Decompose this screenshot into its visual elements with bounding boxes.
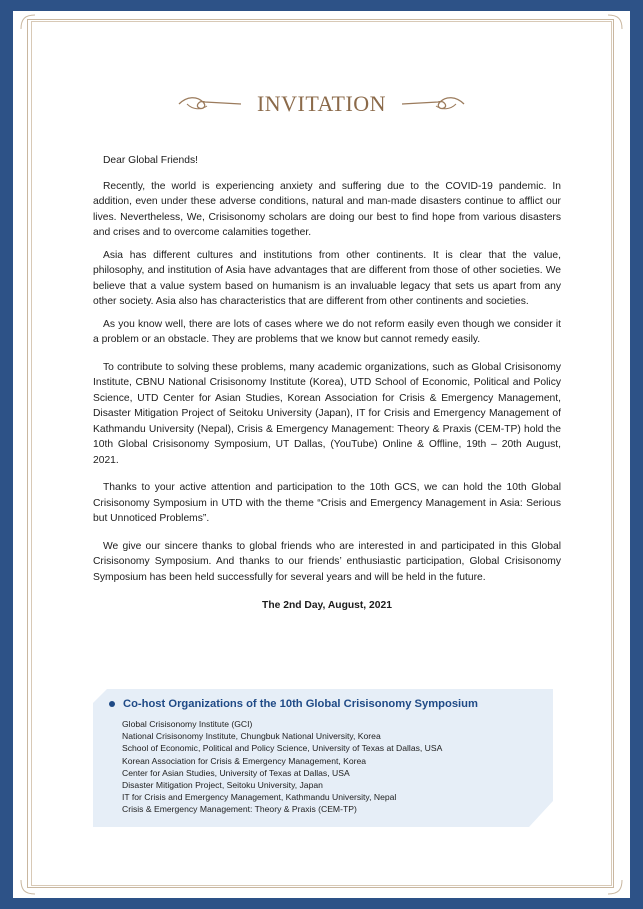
right-flourish-icon [400,94,466,114]
letter-greeting: Dear Global Friends! [103,155,198,166]
frame-corner-ornament [606,878,624,896]
list-item: IT for Crisis and Emergency Management, Kathmandu University, Nepal [122,792,397,803]
list-item: National Crisisonomy Institute, Chungbuk National University, Korea [122,731,381,742]
letter-paragraph: Recently, the world is experiencing anxiety and suffering due to the COVID-19 pandemic. In addition, even under these adverse conditions, natural and man-made disasters continue to afflict our lives. Nevertheless, We, Crisisonomy scholars are doing our best to find hope from various disasters and crises and to overcome calamities together. [93,180,561,238]
cohost-list [122,718,442,816]
left-flourish-icon [177,94,243,114]
letter-date: The 2nd Day, August, 2021 [262,600,392,611]
list-item: School of Economic, Political and Policy Science, University of Texas at Dallas, USA [122,743,443,754]
page-title: INVITATION [256,91,387,116]
letter-body [93,153,561,614]
letter-paragraph: As you know well, there are lots of cases where we do not reform easily even though we consider it a problem or an obstacle. They are problems that we know but cannot remedy easily. [93,318,561,345]
cohost-title [109,698,478,710]
list-item: Korean Association for Crisis & Emergency Management, Korea [122,755,367,766]
list-item: Disaster Mitigation Project, Seitoku University, Japan [122,780,323,791]
invitation-page [13,11,630,898]
frame-corner-ornament [606,13,624,31]
invitation-heading [13,89,630,119]
frame-corner-ornament [19,878,37,896]
list-item: Global Crisisonomy Institute (GCI) [122,719,253,729]
letter-paragraph: To contribute to solving these problems, many academic organizations, such as Global Crisisonomy Institute, CBNU National Crisisonomy Institute (Korea), UTD School of Economic, Political and Policy Science, UTD Center for Asian Studies, Korean Association for Crisis & Emergency Management, Disaster Mitigation Project of Seitoku University (Japan), IT for Crisis and Emergency Management of Kathmandu University (Nepal), Crisis & Emergency Management: Theory & Praxis (CEM-TP) hold the 10th Global Crisisonomy Symposium, UT Dallas, (YouTube) Online & Offline, 19th – 20th August, 2021. [93,361,561,466]
letter-paragraph: Thanks to your active attention and participation to the 10th GCS, we can hold the 10th Global Crisisonomy Symposium in UTD with the theme “Crisis and Emergency Management in Asia: Serious but Unnoticed Problems”. [93,482,561,524]
cohost-title-text: Co-host Organizations of the 10th Global Crisisonomy Symposium [123,698,478,710]
list-item: Crisis & Emergency Management: Theory & Praxis (CEM-TP) [122,804,357,815]
list-item: Center for Asian Studies, University of Texas at Dallas, USA [122,767,350,778]
cohost-organizations-box [93,689,553,827]
bullet-icon [109,701,115,707]
letter-paragraph: Asia has different cultures and institutions from other continents. It is clear that the value, philosophy, and institution of Asia have advantages that are different from those of other societies. We believe that a value system based on humanism is an invaluable legacy that sets us apart from any other society. Asia also has characteristics that are different from other continents and societies. [93,249,561,307]
letter-paragraph: We give our sincere thanks to global friends who are interested in and participated in this Global Crisisonomy Symposium. And thanks to our friends’ enthusiastic participation, Global Crisisonomy Symposium has been held successfully for several years and will be held in the future. [93,540,561,583]
frame-corner-ornament [19,13,37,31]
